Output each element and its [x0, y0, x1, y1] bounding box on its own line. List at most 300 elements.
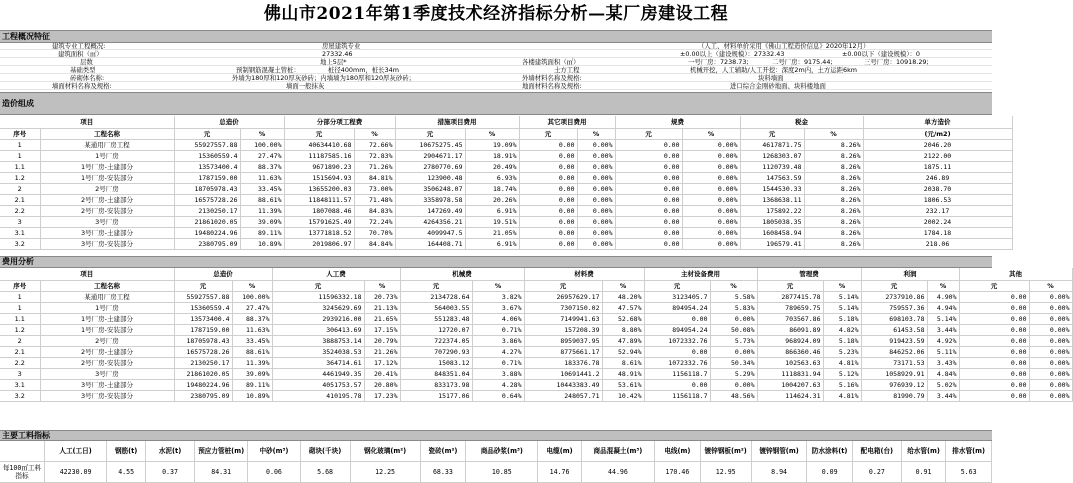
header-cell: %: [1029, 280, 1072, 291]
overview-label: 建筑面积（㎡）: [58, 50, 103, 58]
value-cell: 20.73%: [364, 291, 400, 302]
value-cell: 0.00%: [1029, 346, 1072, 357]
project-name: 3号厂房: [40, 368, 174, 379]
project-name: 某通用厂房工程: [40, 139, 174, 150]
material-value: 44.96: [581, 461, 654, 482]
cost-row: [0, 194, 1012, 205]
value-cell: 4051753.57: [272, 379, 364, 390]
value-cell: 968924.09: [757, 335, 823, 346]
value-cell: 833173.98: [400, 379, 472, 390]
value-cell: 48.91%: [602, 368, 644, 379]
value-cell: 0.00%: [1029, 335, 1072, 346]
header-cell: 税金: [740, 116, 863, 128]
material-value: 170.46: [655, 461, 701, 482]
value-cell: 1515694.93: [284, 172, 354, 183]
material-header: 人工(工日): [44, 441, 106, 461]
header-cell: 单方造价: [863, 116, 1012, 128]
value-cell: 0.00%: [682, 238, 740, 249]
row-index: 2: [0, 335, 40, 346]
value-cell: 21.05%: [465, 227, 519, 238]
overview-value: 房屋建筑专业: [322, 42, 361, 50]
value-cell: 1058929.91: [861, 368, 927, 379]
value-cell: 19.09%: [465, 139, 519, 150]
value-cell: 0.00%: [1029, 324, 1072, 335]
value-cell: 27.47%: [240, 150, 284, 161]
value-cell: 17.23%: [364, 390, 400, 401]
material-value: 0.27: [852, 461, 901, 482]
overview-value: 地上5层*: [320, 58, 347, 66]
header-cell: 其他: [959, 268, 1072, 280]
header-cell: 措施项目费用: [395, 116, 519, 128]
value-cell: 0.00%: [577, 183, 615, 194]
overview-label: 层数: [80, 58, 93, 66]
value-cell: 5.14%: [927, 313, 959, 324]
material-value: 14.76: [538, 461, 581, 482]
value-cell: 0.00: [519, 227, 577, 238]
value-cell: 8.26%: [804, 172, 863, 183]
cost-row: [0, 161, 1012, 172]
overview-row-1: [0, 42, 992, 50]
value-cell: 6.91%: [465, 205, 519, 216]
value-cell: 0.00: [519, 172, 577, 183]
header-cell: 项目: [0, 116, 174, 128]
value-cell: 21.26%: [364, 346, 400, 357]
value-cell: 9671890.23: [284, 161, 354, 172]
value-cell: 1805038.35: [740, 216, 804, 227]
value-cell: 72.66%: [354, 139, 395, 150]
value-cell: 15791625.49: [284, 216, 354, 227]
value-cell: 894954.24: [644, 324, 710, 335]
header-cell: %: [927, 280, 959, 291]
overview-value: 进口综合金刚砂地面、块料楼地面: [730, 82, 826, 90]
value-cell: 100.00%: [232, 291, 272, 302]
value-cell: 33.45%: [240, 183, 284, 194]
material-value: 68.33: [420, 461, 466, 482]
value-cell: 11.39%: [240, 205, 284, 216]
value-cell: 2380795.09: [174, 390, 232, 401]
header-cell: 规费: [615, 116, 740, 128]
value-cell: 11.63%: [232, 324, 272, 335]
value-cell: 976939.12: [861, 379, 927, 390]
cost-row: [0, 172, 1012, 183]
value-cell: 0.00%: [682, 161, 740, 172]
section-cost-header: 造价组成: [0, 92, 992, 115]
value-cell: 5.18%: [823, 313, 861, 324]
header-cell: 管理费: [757, 268, 861, 280]
value-cell: 0.00%: [577, 172, 615, 183]
value-cell: 123900.48: [395, 172, 465, 183]
value-cell: 88.37%: [240, 161, 284, 172]
value-cell: 47.57%: [602, 302, 644, 313]
overview-label: 外墙材料名称及规格:: [522, 74, 582, 82]
value-cell: 3.44%: [927, 324, 959, 335]
value-cell: 0.00%: [577, 238, 615, 249]
overview-value: 机械开挖，人工辅助/人工开挖：深度2m内，土方运距6km: [690, 66, 858, 74]
value-cell: 0.00: [959, 379, 1029, 390]
row-index: 3.2: [0, 390, 40, 401]
value-cell: 11848111.57: [284, 194, 354, 205]
material-header: 配电箱(台): [852, 441, 901, 461]
value-cell: 0.00: [959, 313, 1029, 324]
value-cell: 0.00: [615, 216, 682, 227]
value-cell: 15177.06: [400, 390, 472, 401]
row-index: 2.1: [0, 346, 40, 357]
value-cell: 0.00%: [577, 194, 615, 205]
row-index: 2.1: [0, 194, 40, 205]
header-cell: 序号: [0, 128, 40, 139]
value-cell: 0.00%: [710, 379, 757, 390]
header-cell: 元: [174, 280, 232, 291]
value-cell: 196579.41: [740, 238, 804, 249]
header-cell: 元: [740, 128, 804, 139]
value-cell: 18.74%: [465, 183, 519, 194]
value-cell: 5.12%: [823, 368, 861, 379]
value-cell: 15360559.4: [174, 302, 232, 313]
material-header: 钢筋(t): [107, 441, 146, 461]
overview-label: 各楼建筑面积（㎡）: [522, 58, 580, 66]
material-value: 0.06: [248, 461, 300, 482]
value-cell: 10.42%: [602, 390, 644, 401]
value-cell: 2046.20: [863, 139, 1012, 150]
row-index: 3.1: [0, 379, 40, 390]
overview-note: （人工、材料单价采用《佛山工程造价信息》2020年12月）: [698, 42, 870, 50]
value-cell: 789659.75: [757, 302, 823, 313]
value-cell: 410195.78: [272, 390, 364, 401]
value-cell: 1875.11: [863, 161, 1012, 172]
value-cell: 0.00: [615, 139, 682, 150]
project-name: 某通用厂房工程: [40, 291, 174, 302]
value-cell: 703567.86: [757, 313, 823, 324]
value-cell: 759557.36: [861, 302, 927, 313]
value-cell: 1784.18: [863, 227, 1012, 238]
value-cell: 4.81%: [823, 390, 861, 401]
material-header: 瓷砖(m²): [420, 441, 466, 461]
header-cell: 元: [395, 128, 465, 139]
header-cell: %: [354, 128, 395, 139]
value-cell: 3.67%: [472, 302, 524, 313]
value-cell: 0.00: [615, 205, 682, 216]
row-index: 1.2: [0, 172, 40, 183]
row-index: 1: [0, 302, 40, 313]
value-cell: 2130250.17: [174, 357, 232, 368]
material-value: 84.31: [194, 461, 247, 482]
value-cell: 4.27%: [472, 346, 524, 357]
overview-value: ±0.00以下（建设规模）：0: [842, 50, 920, 58]
header-cell: 元: [272, 280, 364, 291]
value-cell: 13573400.4: [174, 161, 240, 172]
value-cell: 5.11%: [927, 346, 959, 357]
value-cell: 61453.58: [861, 324, 927, 335]
value-cell: 20.26%: [465, 194, 519, 205]
project-name: 1号厂房-土建部分: [40, 161, 174, 172]
material-header: 电线(m): [655, 441, 701, 461]
value-cell: 21861020.05: [174, 216, 240, 227]
value-cell: 40634410.68: [284, 139, 354, 150]
value-cell: 364714.61: [272, 357, 364, 368]
row-index: 1: [0, 150, 40, 161]
value-cell: 4099947.5: [395, 227, 465, 238]
value-cell: 20.49%: [465, 161, 519, 172]
value-cell: 1787159.00: [174, 324, 232, 335]
row-index: 2.2: [0, 357, 40, 368]
value-cell: 5.83%: [710, 302, 757, 313]
overview-label: 土方工程: [554, 66, 580, 74]
material-value: 12.95: [700, 461, 751, 482]
value-cell: 2130250.17: [174, 205, 240, 216]
value-cell: 100.00%: [240, 139, 284, 150]
value-cell: 5.02%: [927, 379, 959, 390]
materials-value-row: [0, 461, 992, 482]
value-cell: 919423.59: [861, 335, 927, 346]
value-cell: 0.00: [519, 139, 577, 150]
header-cell: 元: [284, 128, 354, 139]
value-cell: 0.00%: [682, 183, 740, 194]
value-cell: 11.63%: [240, 172, 284, 183]
fee-header-row-1: [0, 268, 1072, 280]
project-name: 1号厂房-安装部分: [40, 324, 174, 335]
value-cell: 0.00%: [710, 313, 757, 324]
material-value: 8.94: [751, 461, 807, 482]
value-cell: 5.73%: [710, 335, 757, 346]
value-cell: 722374.05: [400, 335, 472, 346]
value-cell: 0.00: [615, 172, 682, 183]
value-cell: 1368638.11: [740, 194, 804, 205]
row-index: 3.1: [0, 227, 40, 238]
header-cell: %: [682, 128, 740, 139]
value-cell: 0.00%: [1029, 302, 1072, 313]
value-cell: 10443383.49: [524, 379, 602, 390]
materials-row-label: 每100㎡工料指标: [0, 461, 44, 482]
value-cell: 6.93%: [465, 172, 519, 183]
project-name: 1号厂房: [40, 302, 174, 313]
value-cell: 4.06%: [472, 313, 524, 324]
value-cell: 3.44%: [927, 390, 959, 401]
header-cell: 元: [615, 128, 682, 139]
value-cell: 218.06: [863, 238, 1012, 249]
value-cell: 551283.48: [400, 313, 472, 324]
overview-value: 预制钢筋混凝土管桩：: [236, 66, 300, 74]
header-cell: 元: [519, 128, 577, 139]
header-cell: 工程名称: [40, 128, 174, 139]
value-cell: 55927557.88: [174, 291, 232, 302]
value-cell: 15360559.4: [174, 150, 240, 161]
value-cell: 8.26%: [804, 194, 863, 205]
value-cell: 0.00: [519, 216, 577, 227]
material-value: 0.09: [807, 461, 853, 482]
value-cell: 27.47%: [232, 302, 272, 313]
value-cell: 73171.53: [861, 357, 927, 368]
value-cell: 5.16%: [823, 379, 861, 390]
project-name: 3号厂房: [40, 216, 174, 227]
value-cell: 0.00: [615, 183, 682, 194]
value-cell: 1608458.94: [740, 227, 804, 238]
project-name: 2号厂房-土建部分: [40, 194, 174, 205]
value-cell: 0.00%: [577, 227, 615, 238]
value-cell: 0.00: [519, 161, 577, 172]
value-cell: 10691441.2: [524, 368, 602, 379]
value-cell: 16575728.26: [174, 346, 232, 357]
header-cell: 元: [400, 280, 472, 291]
value-cell: 175892.22: [740, 205, 804, 216]
value-cell: 26957629.17: [524, 291, 602, 302]
header-cell: 人工费: [272, 268, 400, 280]
material-value: 42230.09: [44, 461, 106, 482]
overview-value: 外墙为180厚和120厚灰砂砖；内墙墙为180厚和120厚灰砂砖；: [232, 74, 415, 82]
materials-table: [0, 441, 992, 483]
value-cell: 0.00: [615, 161, 682, 172]
value-cell: 88.61%: [240, 194, 284, 205]
value-cell: 0.00: [959, 357, 1029, 368]
cost-row: [0, 216, 1012, 227]
value-cell: 5.23%: [823, 346, 861, 357]
cost-row: [0, 205, 1012, 216]
material-header: 电缆(m): [538, 441, 581, 461]
overview-label: 基础类型: [70, 66, 96, 74]
overview-row-6: [0, 82, 992, 90]
overview-value: 一号厂房：7238.73;: [688, 58, 749, 66]
value-cell: 0.00%: [682, 150, 740, 161]
value-cell: 0.00: [615, 227, 682, 238]
value-cell: 5.14%: [823, 302, 861, 313]
header-cell: 元: [757, 280, 823, 291]
material-header: 钢化玻璃(m²): [350, 441, 420, 461]
value-cell: 157208.39: [524, 324, 602, 335]
value-cell: 16575728.26: [174, 194, 240, 205]
row-index: 1.1: [0, 161, 40, 172]
value-cell: 47.89%: [602, 335, 644, 346]
row-index: 3: [0, 216, 40, 227]
value-cell: 1806.53: [863, 194, 1012, 205]
value-cell: 8.61%: [602, 357, 644, 368]
value-cell: 39.09%: [232, 368, 272, 379]
project-name: 3号厂房-土建部分: [40, 379, 174, 390]
value-cell: 88.61%: [232, 346, 272, 357]
row-index: 2: [0, 183, 40, 194]
value-cell: 114624.31: [757, 390, 823, 401]
header-cell: 工程名称: [40, 280, 174, 291]
value-cell: 13573400.4: [174, 313, 232, 324]
value-cell: 3.82%: [472, 291, 524, 302]
value-cell: 48.20%: [602, 291, 644, 302]
value-cell: 0.71%: [472, 324, 524, 335]
value-cell: 8.80%: [602, 324, 644, 335]
fee-row: [0, 346, 1072, 357]
value-cell: 0.00%: [577, 139, 615, 150]
value-cell: 70.70%: [354, 227, 395, 238]
value-cell: 52.68%: [602, 313, 644, 324]
value-cell: 0.00%: [577, 216, 615, 227]
section-materials-header: 主要工料指标: [0, 430, 992, 441]
value-cell: 147269.49: [395, 205, 465, 216]
fee-row: [0, 368, 1072, 379]
value-cell: 0.00%: [577, 150, 615, 161]
header-cell: 元: [959, 280, 1029, 291]
fee-row: [0, 313, 1072, 324]
value-cell: 39.09%: [240, 216, 284, 227]
value-cell: 20.79%: [364, 335, 400, 346]
materials-header-row: [0, 441, 992, 461]
value-cell: 4461949.35: [272, 368, 364, 379]
value-cell: 5.14%: [823, 291, 861, 302]
value-cell: 707290.93: [400, 346, 472, 357]
value-cell: 1807088.46: [284, 205, 354, 216]
fee-row: [0, 335, 1072, 346]
overview-row-2: [0, 50, 992, 58]
value-cell: 1156118.7: [644, 390, 710, 401]
value-cell: 183376.78: [524, 357, 602, 368]
value-cell: 21.65%: [364, 313, 400, 324]
fee-row: [0, 302, 1072, 313]
value-cell: 2737910.86: [861, 291, 927, 302]
value-cell: 20.80%: [364, 379, 400, 390]
value-cell: 0.00: [959, 302, 1029, 313]
row-index: 2.2: [0, 205, 40, 216]
value-cell: 0.00%: [1029, 357, 1072, 368]
value-cell: 0.00%: [1029, 313, 1072, 324]
value-cell: 8.26%: [804, 150, 863, 161]
value-cell: 4.94%: [927, 302, 959, 313]
header-cell: %: [465, 128, 519, 139]
header-cell: 元: [524, 280, 602, 291]
value-cell: 1072332.76: [644, 335, 710, 346]
value-cell: 4264356.21: [395, 216, 465, 227]
value-cell: 0.00: [959, 291, 1029, 302]
value-cell: 53.61%: [602, 379, 644, 390]
cost-header-row-1: [0, 116, 1012, 128]
overview-row-5: [0, 74, 992, 82]
value-cell: 11596332.18: [272, 291, 364, 302]
overview-row-4: [0, 66, 992, 74]
value-cell: 15083.12: [400, 357, 472, 368]
value-cell: 8.26%: [804, 161, 863, 172]
fee-row: [0, 357, 1072, 368]
value-cell: 89.11%: [232, 379, 272, 390]
value-cell: 0.00: [519, 238, 577, 249]
value-cell: 8.26%: [804, 238, 863, 249]
fee-row: [0, 291, 1072, 302]
value-cell: 52.94%: [602, 346, 644, 357]
value-cell: 2122.00: [863, 150, 1012, 161]
overview-value: 三号厂房：10918.29;: [864, 58, 929, 66]
value-cell: 306413.69: [272, 324, 364, 335]
project-name: 2号厂房-安装部分: [40, 205, 174, 216]
value-cell: 10.89%: [232, 390, 272, 401]
value-cell: 3123405.7: [644, 291, 710, 302]
project-name: 2号厂房: [40, 335, 174, 346]
value-cell: 2019806.97: [284, 238, 354, 249]
value-cell: 5.29%: [710, 368, 757, 379]
value-cell: 4.84%: [927, 368, 959, 379]
value-cell: 0.00: [959, 335, 1029, 346]
material-header: 防水涂料(t): [807, 441, 853, 461]
value-cell: 8.26%: [804, 139, 863, 150]
value-cell: 1072332.76: [644, 357, 710, 368]
header-cell: %: [472, 280, 524, 291]
header-cell: %: [240, 128, 284, 139]
value-cell: 0.00: [519, 150, 577, 161]
value-cell: 20.41%: [364, 368, 400, 379]
value-cell: 89.11%: [240, 227, 284, 238]
value-cell: 8775661.17: [524, 346, 602, 357]
value-cell: 11187585.16: [284, 150, 354, 161]
materials-corner: [0, 441, 44, 461]
value-cell: 0.00: [615, 194, 682, 205]
value-cell: 246.89: [863, 172, 1012, 183]
value-cell: 0.00: [615, 150, 682, 161]
value-cell: 19480224.96: [174, 379, 232, 390]
overview-value: 桩径400mm，桩长34m: [328, 66, 399, 74]
value-cell: 0.00: [959, 390, 1029, 401]
